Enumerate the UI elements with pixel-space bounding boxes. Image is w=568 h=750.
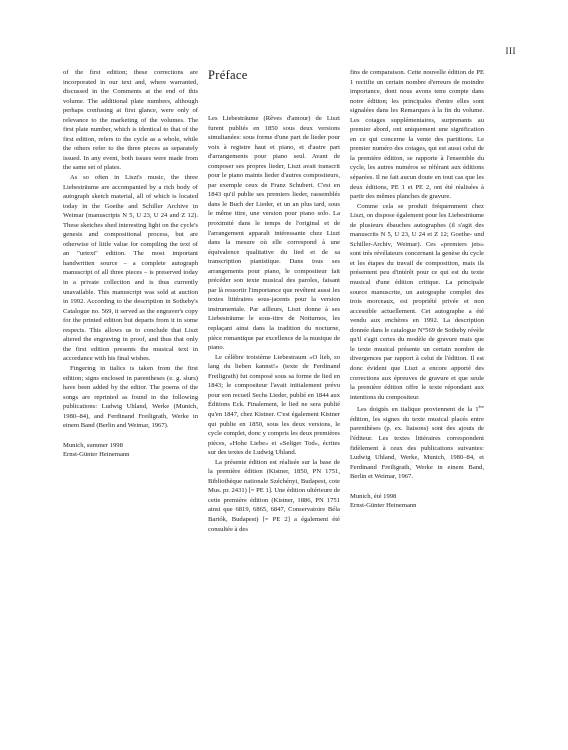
english-column (63, 68, 198, 460)
french-paragraph-2: Le célèbre troisième Liebestraum «O lieb, so lang du lieben kannst!» (texte de Ferdinand Freiligrath) fut composé sous sa forme de lied en 1843; le compositeur l'avait initialement prévu pour son recueil Sechs Lieder, publié en 1844 aux Éditions Eck. Finalement, le lied ne sera publié qu'en 1847, chez Kistner. C'est également Kistner qui publie en 1850, sous les deux versions, le cycle complet, donc y compris les deux premières pièces, «Hohe Liebe» et «Seliger Tod», écrites sur des textes de Ludwig Uhland. (208, 353, 340, 457)
french-paragraph-6-rest: édition, les signes du texte musical placés entre parenthèses (p. ex. liaisons) sont des ajouts de l'éditeur. Les textes littéraires correspondent fidèlement à ceux des publications suivantes: Ludwig Uhland, Werke, Munich, 1980–84, et Ferdinand Freiligrath, Werke in einem Band, Berlin et Weimar, 1967. (350, 415, 484, 481)
english-paragraph-2: As so often in Liszt's music, the three Liebesträume are accompanied by a rich body of autograph sketch material, all of which is located today in the Goethe and Schiller Archive in Weimar (manuscripts N 5, U 23, U 24 and Z 12). These sketches shed interesting light on the cycle's genesis and compositional process, but are otherwise of little value for compiling the text of an "urtext" edition. The most important handwritten source – a complete autograph manuscript of all three pieces – is preserved today in a private collection and is thus currently unavailable. This manuscript was sold at auction in 1992. According to the description in Sotheby's Catalogue no. 569, it served as the engraver's copy for the printed edition but departs from it in some respects. This allows us to conclude that Liszt altered the engraving in proof, and thus that only the first edition presents the musical text in accordance with his final wishes. (63, 174, 198, 363)
french-column-1 (208, 68, 340, 534)
page-number: III (505, 46, 516, 56)
french-paragraph-4: fins de comparaison. Cette nouvelle édition de PE 1 rectifie un certain nombre d'erreurs de moindre importance, dont nous avons tenu compte dans notre édition; les principales d'entre elles sont signalées dans les Remarques à la fin du volume. Les cotages supplémentaires, surprenants au premier abord, ont uniquement une signification en ce qui concerne la vente des partitions. Le premier numéro des cotages, qui est aussi celui de la première édition, se rapporte à l'ensemble du cycle, les autres numéros se référant aux éditions séparées. Il ne fait aucun doute en tout cas que les deux éditions, PE 1 et PE 2, ont été réalisées à partir des mêmes planches de gravure. (350, 69, 484, 201)
french-paragraph-5: Comme cela se produit fréquemment chez Liszt, on dispose également pour les Liebesträume de plusieurs ébauches autographes (il s'agit des manuscrits N 5, U 23, U 24 et Z 12; Goethe- und Schiller-Archiv, Weimar). Ces «premiers jets» sont très révélateurs concernant la genèse du cycle et les étapes du travail de composition, mais ils présentent peu d'intérêt pour ce qui est du texte musical d'une édition critique. La principale source manuscrite, un autographe complet des trois morceaux, est propriété privée et non accessible actuellement. Cet autographe a été vendu aux enchères en 1992. La description donnée dans le catalogue N°569 de Sotheby révèle qu'il s'agit certes du modèle de gravure mais que le texte musical présente un certain nombre de divergences par rapport à celui de l'édition. Il est donc évident que Liszt a encore apporté des corrections aux épreuves de gravure et que seule la première édition offre le texte répondant aux intentions du compositeur. (350, 202, 484, 401)
ordinal-suffix: ère (478, 404, 484, 410)
english-paragraph-3: Fingering in italics is taken from the first edition; signs enclosed in parentheses (e. g. slurs) have been added by the editor. The poems of the songs are reprinted as found in the following publications: Ludwig Uhland, Werke (Munich, 1980–84), and Ferdinand Freiligrath, Werke in einem Band (Berlin and Weimar, 1967). (63, 364, 198, 430)
french-place-date: Munich, été 1998 (350, 492, 397, 500)
french-paragraph-3: La présente édition est réalisée sur la base de la première édition (Kistner, 1850, PN 1751, Bibliothèque nationale Széchényi, Budapest, cote Mus. pr. 2431) [= PE 1]. Une édition ultérieure de cette première édition (Kistner, 1886, PN 1751 ainsi que 6819, 6865, 6847, Conservatoire Béla Bartók, Budapest) [= PE 2] a également été consultée à des (208, 458, 340, 533)
page-title: Préface (208, 68, 248, 82)
english-paragraph-1: of the first edition; these corrections are incorporated in our text and, where warranted, discussed in the Comments at the end of this volume. The additional plate numbers, although perhaps confusing at first glance, were only of relevance to the marketing of the volumes. The first plate number, which is identical to that of the first edition, refers to the cycle as a whole, while the others refer to the three pieces as separately issued. In any event, both issues were made from the same set of plates. (63, 69, 198, 172)
french-author: Ernst-Günter Heinemann (350, 502, 417, 510)
ordinal-number: 1 (475, 406, 479, 414)
english-place-date: Munich, summer 1998 (63, 441, 123, 449)
french-paragraph-6-start: Les doigtés en italique proviennent de la (357, 406, 476, 414)
french-paragraph-6 (350, 402, 484, 482)
french-paragraph-1: Les Liebesträume (Rêves d'amour) de Liszt furent publiés en 1850 sous deux versions simultanées: sous forme d'une part de lieder pour voix à registre haut et piano, et d'autre part d'arrangements pour piano seul. Avant de composer ses propres lieder, Liszt avait transcrit pour le piano maints lieder d'autres compositeurs, par exemple ceux de Franz Schubert. C'est en 1843 qu'il publie ses premiers lieder, rassemblés dans le Buch der Lieder, et un an plus tard, sous le même titre, une version pour piano solo. La proximité dans le temps de l'original et de l'arrangement apparaît intéressante chez Liszt dans la mesure où elle correspond à une équivalence qualitative du lied et de sa transcription pianistique. Dans tous ses arrangements pour piano, le compositeur fait précéder son texte musical des paroles, faisant par là ressortir l'importance que revêtent aussi les textes littéraires sous-jacents pour la version instrumentale. Par ailleurs, Liszt donne à ses Liebesträume le sous-titre de Notturnos, les replaçant ainsi dans la tradition du nocturne, pièce romantique par excellence de la musique de piano. (208, 115, 340, 352)
french-column-2 (350, 68, 484, 511)
english-author: Ernst-Günter Heinemann (63, 451, 130, 459)
